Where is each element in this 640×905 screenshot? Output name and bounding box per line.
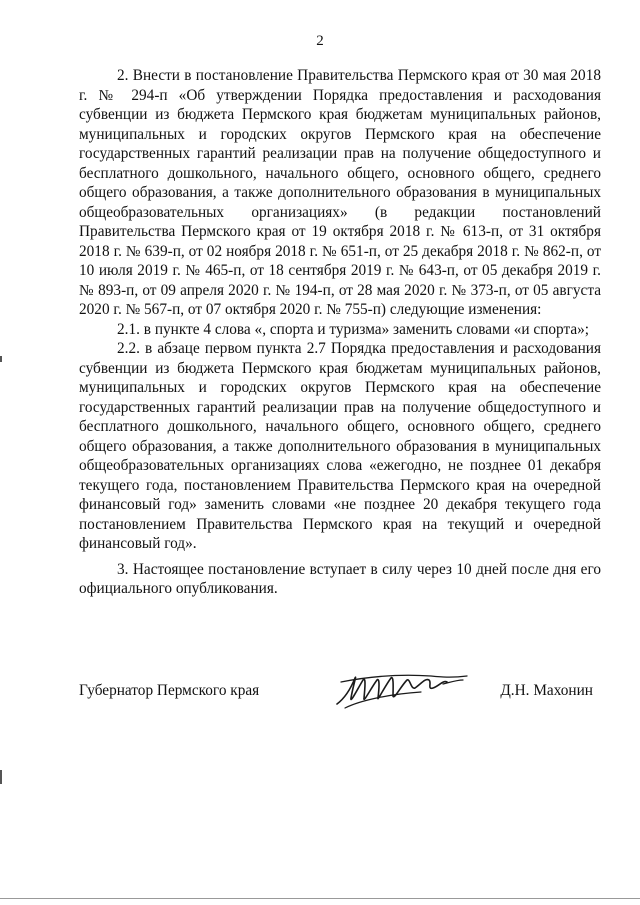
- signatory-title: Губернатор Пермского края: [79, 682, 260, 699]
- page-number: 2: [316, 33, 324, 49]
- document-body: [79, 66, 601, 599]
- handwritten-signature: [331, 668, 471, 712]
- scan-margin-mark: [0, 770, 2, 784]
- scan-margin-mark: [0, 356, 2, 362]
- signature-block: [79, 680, 601, 720]
- paragraph-2-1: 2.1. в пункте 4 слова «, спорта и туризма» заменить словами «и спорта»;: [117, 320, 590, 338]
- scan-bottom-edge: [0, 898, 640, 899]
- paragraph-2: 2. Внести в постановление Правительства Пермского края от 30 мая 2018 г. № 294-п «Об утверждении Порядка предоставления и расходования субвенции из бюджета Пермского края бюджетам муниципальных районов, муниципальных и городских округов Пермского края на обеспечение государственных гарантий реализации прав на получение общедоступного и бесплатного дошкольного, начального общего, основного общего, среднего общего образования, а также дополнительного образования в муниципальных общеобразовательных организациях» (в редакции постановлений Правительства Пермского края от 19 октября 2018 г. № 613-п, от 31 октября 2018 г. № 639-п, от 02 ноября 2018 г. № 651-п, от 25 декабря 2018 г. № 862-п, от 10 июля 2019 г. № 465-п, от 18 сентября 2019 г. № 643-п, от 05 декабря 2019 г. № 893-п, от 09 апреля 2020 г. № 194-п, от 28 мая 2020 г. № 373-п, от 05 августа 2020 г. № 567-п, от 07 октября 2020 г. № 755-п) следующие изменения:: [79, 67, 601, 318]
- paragraph-2-2: 2.2. в абзаце первом пункта 2.7 Порядка предоставления и расходования субвенции из бюджета Пермского края бюджетам муниципальных районов, муниципальных и городских округов Пермского края на обеспечение государственных гарантий реализации прав на получение общедоступного и бесплатного дошкольного, начального общего, основного общего, среднего общего образования, а также дополнительного образования в муниципальных общеобразовательных организациях слова «ежегодно, не позднее 01 декабря текущего года, постановлением Правительства Пермского края на очередной финансовый год» заменить словами «не позднее 20 декабря текущего года постановлением Правительства Пермского края на текущий и очередной финансовый год».: [79, 340, 601, 552]
- signatory-name: Д.Н. Махонин: [500, 682, 593, 699]
- paragraph-3: 3. Настоящее постановление вступает в силу через 10 дней после дня его официального опубликования.: [79, 560, 601, 597]
